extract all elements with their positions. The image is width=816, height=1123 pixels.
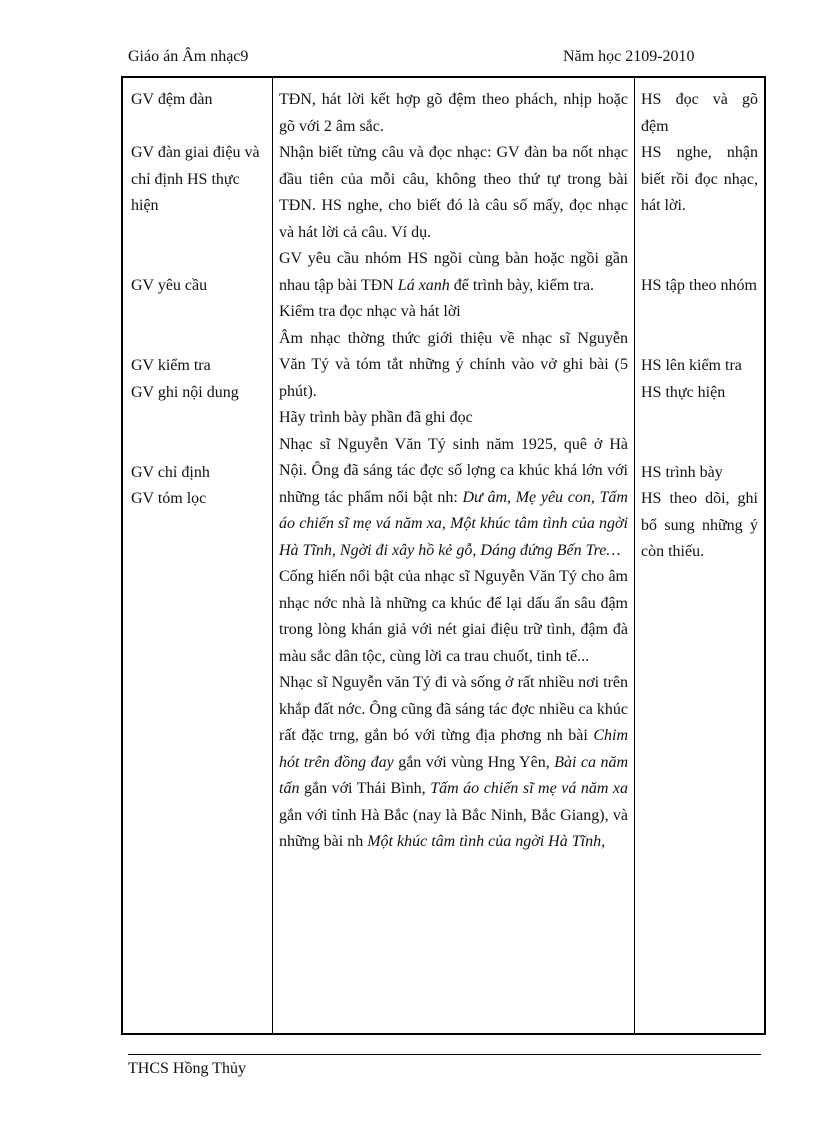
lesson-table bbox=[121, 76, 766, 1035]
teacher-activity: GV ghi nội dung bbox=[131, 383, 239, 401]
teacher-activity: GV tóm lọc bbox=[131, 490, 207, 507]
content-paragraph bbox=[279, 670, 628, 856]
content-text: gắn với Thái Bình, bbox=[299, 780, 431, 797]
student-activity: HS đọc và gõ đệm bbox=[641, 91, 758, 135]
content-text: Nhạc sĩ Nguyễn văn Tý đi và sống ở rất nhiều nơi trên khắp đất nớc. Ông cũng đã sáng tác đợc nhiều ca khúc rất đặc trng, gắn bó với từng địa phơng nh bài bbox=[279, 674, 628, 744]
content-cell bbox=[279, 246, 628, 299]
song-title: Bài ca năm tấn bbox=[279, 753, 629, 797]
content-cell: Âm nhạc thờng thức giới thiệu về nhạc sĩ Nguyễn Văn Tý và tóm tắt những ý chính vào vở ghi bài (5 phút). bbox=[279, 329, 628, 400]
student-activity: HS trình bày bbox=[641, 463, 723, 481]
student-activity: HS tập theo nhóm bbox=[641, 277, 757, 294]
teacher-activity: GV kiểm tra bbox=[131, 357, 211, 374]
content-text: gắn với tỉnh Hà Bắc (nay là Bắc Ninh, Bắc Giang), và những bài nh bbox=[279, 806, 628, 850]
teacher-activity: GV đệm đàn bbox=[131, 91, 213, 108]
content-paragraph: Cống hiến nổi bật của nhạc sĩ Nguyễn Văn Tý cho âm nhạc nớc nhà là những ca khúc để lại dấu ấn sâu đậm trong lòng khán giả với nét giai điệu trữ tình, đậm đà màu sắc dân tộc, cùng lời ca trau chuốt, tinh tế... bbox=[279, 568, 628, 665]
page-header bbox=[128, 48, 766, 70]
content-text: gắn với vùng Hng Yên, bbox=[393, 753, 555, 771]
teacher-activity: GV đàn giai điệu và chỉ định HS thực hiện bbox=[131, 144, 260, 214]
content-column bbox=[273, 78, 634, 1033]
content-cell: TĐN, hát lời kết hợp gõ đệm theo phách, nhịp hoặc gõ với 2 âm sắc. bbox=[279, 91, 628, 135]
student-activity: HS nghe, nhận biết rồi đọc nhạc, hát lời. bbox=[641, 144, 758, 214]
content-cell bbox=[279, 432, 628, 565]
content-cell: Nhận biết từng câu và đọc nhạc: GV đàn ba nốt nhạc đầu tiên của mỗi câu, không theo thứ tự trong bài TĐN. HS nghe, cho biết đó là câu số mấy, đọc nhạc và hát lời cả câu. Ví dụ. bbox=[279, 144, 628, 241]
student-activity: HS thực hiện bbox=[641, 383, 726, 401]
student-activity: HS lên kiểm tra bbox=[641, 357, 742, 374]
content-cell: Hãy trình bày phần đã ghi đọc bbox=[279, 409, 473, 426]
teacher-activity: GV yêu cầu bbox=[131, 277, 208, 294]
header-school-year: Năm học 2109-2010 bbox=[563, 48, 695, 65]
student-activity: HS theo dõi, ghi bổ sung những ý còn thiếu. bbox=[641, 490, 758, 560]
content-text: Nhạc sĩ Nguyễn Văn Tý sinh năm 1925, quê ở Hà Nội. Ông đã sáng tác đợc số lợng ca khúc khá lớn với những tác phẩm nổi bật nh: bbox=[279, 435, 628, 506]
header-lesson-title: Giáo án Âm nhạc9 bbox=[128, 48, 249, 65]
content-text: GV yêu cầu nhóm HS ngồi cùng bàn hoặc ngồi gần nhau tập bài TĐN bbox=[279, 250, 628, 294]
song-title: Tấm áo chiến sĩ mẹ vá năm xa bbox=[430, 780, 629, 797]
content-cell: Kiểm tra đọc nhạc và hát lời bbox=[279, 303, 461, 320]
student-activity-column bbox=[635, 78, 764, 1033]
teacher-activity-column bbox=[123, 78, 272, 1033]
content-text: để trình bày, kiểm tra. bbox=[449, 276, 595, 294]
footer-school-name: THCS Hồng Thủy bbox=[128, 1060, 246, 1077]
song-title: Lá xanh bbox=[397, 276, 450, 294]
song-title: Chim hót trên đồng đay bbox=[279, 727, 628, 771]
song-title: Một khúc tâm tình của ngời Hà Tĩnh, bbox=[367, 833, 606, 850]
works-list: Dư âm, Mẹ yêu con, Tấm áo chiến sĩ mẹ vá năm xa, Một khúc tâm tình của ngời Hà Tĩnh, Ngời đi xây hồ kẻ gỗ, Dáng đứng Bến Tre… bbox=[279, 488, 628, 559]
teacher-activity: GV chỉ định bbox=[131, 463, 210, 481]
footer-rule bbox=[128, 1054, 761, 1055]
